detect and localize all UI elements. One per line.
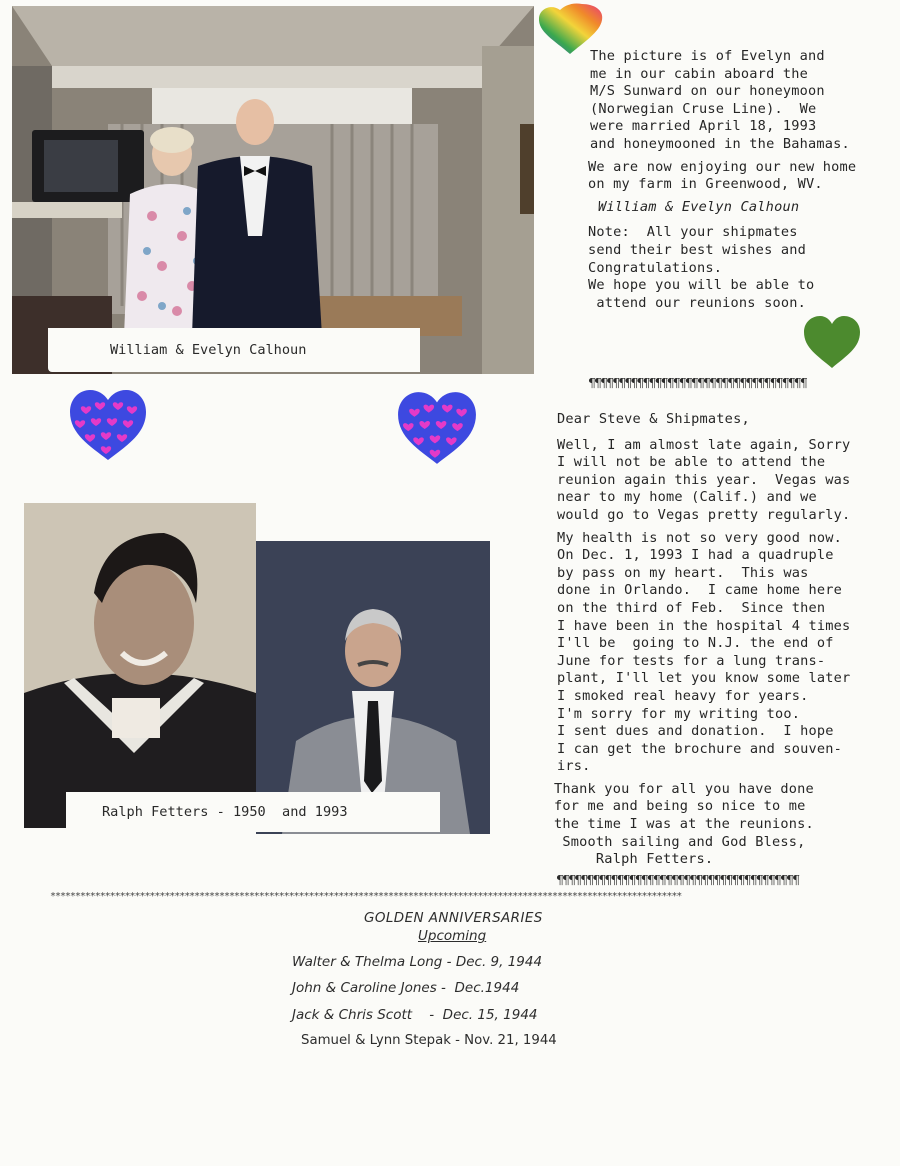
letter1-paragraph-1: The picture is of Evelyn and me in our cabin aboard the M/S Sunward on our honeymoon (Norwegian Cruse Line). We were married April 18, 1993 and honeymooned in the Bahamas.	[590, 48, 850, 152]
cabin-scene	[12, 6, 534, 374]
anniversaries-subtitle: Upcoming	[418, 928, 487, 944]
letter2-salutation: Dear Steve & Shipmates,	[557, 411, 750, 427]
calhoun-photo-caption: William & Evelyn Calhoun	[48, 328, 420, 372]
anniversary-entry: Walter & Thelma Long - Dec. 9, 1944	[292, 954, 543, 970]
ralph-1993-photo	[256, 541, 490, 834]
ralph-1950-photo	[24, 503, 256, 828]
letter2-paragraph-1: Well, I am almost late again, Sorry I will not be able to attend the reunion again this year. Vegas was near to my home (Calif.) and we would go to Vegas pretty regularly.	[557, 436, 851, 523]
fetters-photo-caption: Ralph Fetters - 1950 and 1993	[66, 792, 440, 832]
pilcrow-divider-top: ¶¶¶¶¶¶¶¶¶¶¶¶¶¶¶¶¶¶¶¶¶¶¶¶¶¶¶¶¶¶¶¶¶¶¶¶	[588, 375, 806, 390]
pilcrow-divider-bottom: ¶¶¶¶¶¶¶¶¶¶¶¶¶¶¶¶¶¶¶¶¶¶¶¶¶¶¶¶¶¶¶¶¶¶¶¶¶¶¶¶	[556, 872, 799, 887]
anniversary-entry: John & Caroline Jones - Dec.1944	[292, 980, 520, 996]
calhoun-letter	[590, 48, 890, 317]
letter1-signature: William & Evelyn Calhoun	[598, 198, 800, 215]
businessman-portrait	[256, 541, 490, 834]
letter2-paragraph-2: My health is not so very good now. On Dec. 1, 1993 I had a quadruple by pass on my heart. This was done in Orlando. I came home here on the third of Feb. Since then I have been in the hospital 4 times I'll be going to N.J. the end of June for tests for a lung trans- plant, I'll let you know some later I smoked real heavy for years. I'm sorry for my writing too. I sent dues and donation. I hope I can get the brochure and souven- irs.	[557, 529, 851, 775]
letter1-note: Note: All your shipmates send their best wishes and Congratulations. We hope you will be able to attend our reunions soon.	[588, 224, 815, 311]
anniversary-entry-last: Samuel & Lynn Stepak - Nov. 21, 1944	[301, 1033, 557, 1048]
honeymoon-cabin-photo	[12, 6, 534, 374]
asterisk-divider: *******************************************************************************************************************************	[50, 891, 682, 902]
blue-heart-icon-right	[396, 390, 478, 466]
fetters-letter	[554, 411, 887, 874]
anniversaries-title: GOLDEN ANNIVERSARIES	[364, 910, 543, 926]
letter1-paragraph-2: We are now enjoying our new home on my farm in Greenwood, WV.	[588, 158, 857, 193]
blue-heart-icon-left	[68, 388, 148, 462]
green-heart-icon	[802, 314, 862, 370]
letter2-paragraph-3: Thank you for all you have done for me and being so nice to me the time I was at the reunions. Smooth sailing and God Bless, Ralph Fetters.	[554, 780, 814, 868]
anniversary-entry: Jack & Chris Scott - Dec. 15, 1944	[292, 1007, 538, 1023]
sailor-portrait	[24, 503, 256, 828]
